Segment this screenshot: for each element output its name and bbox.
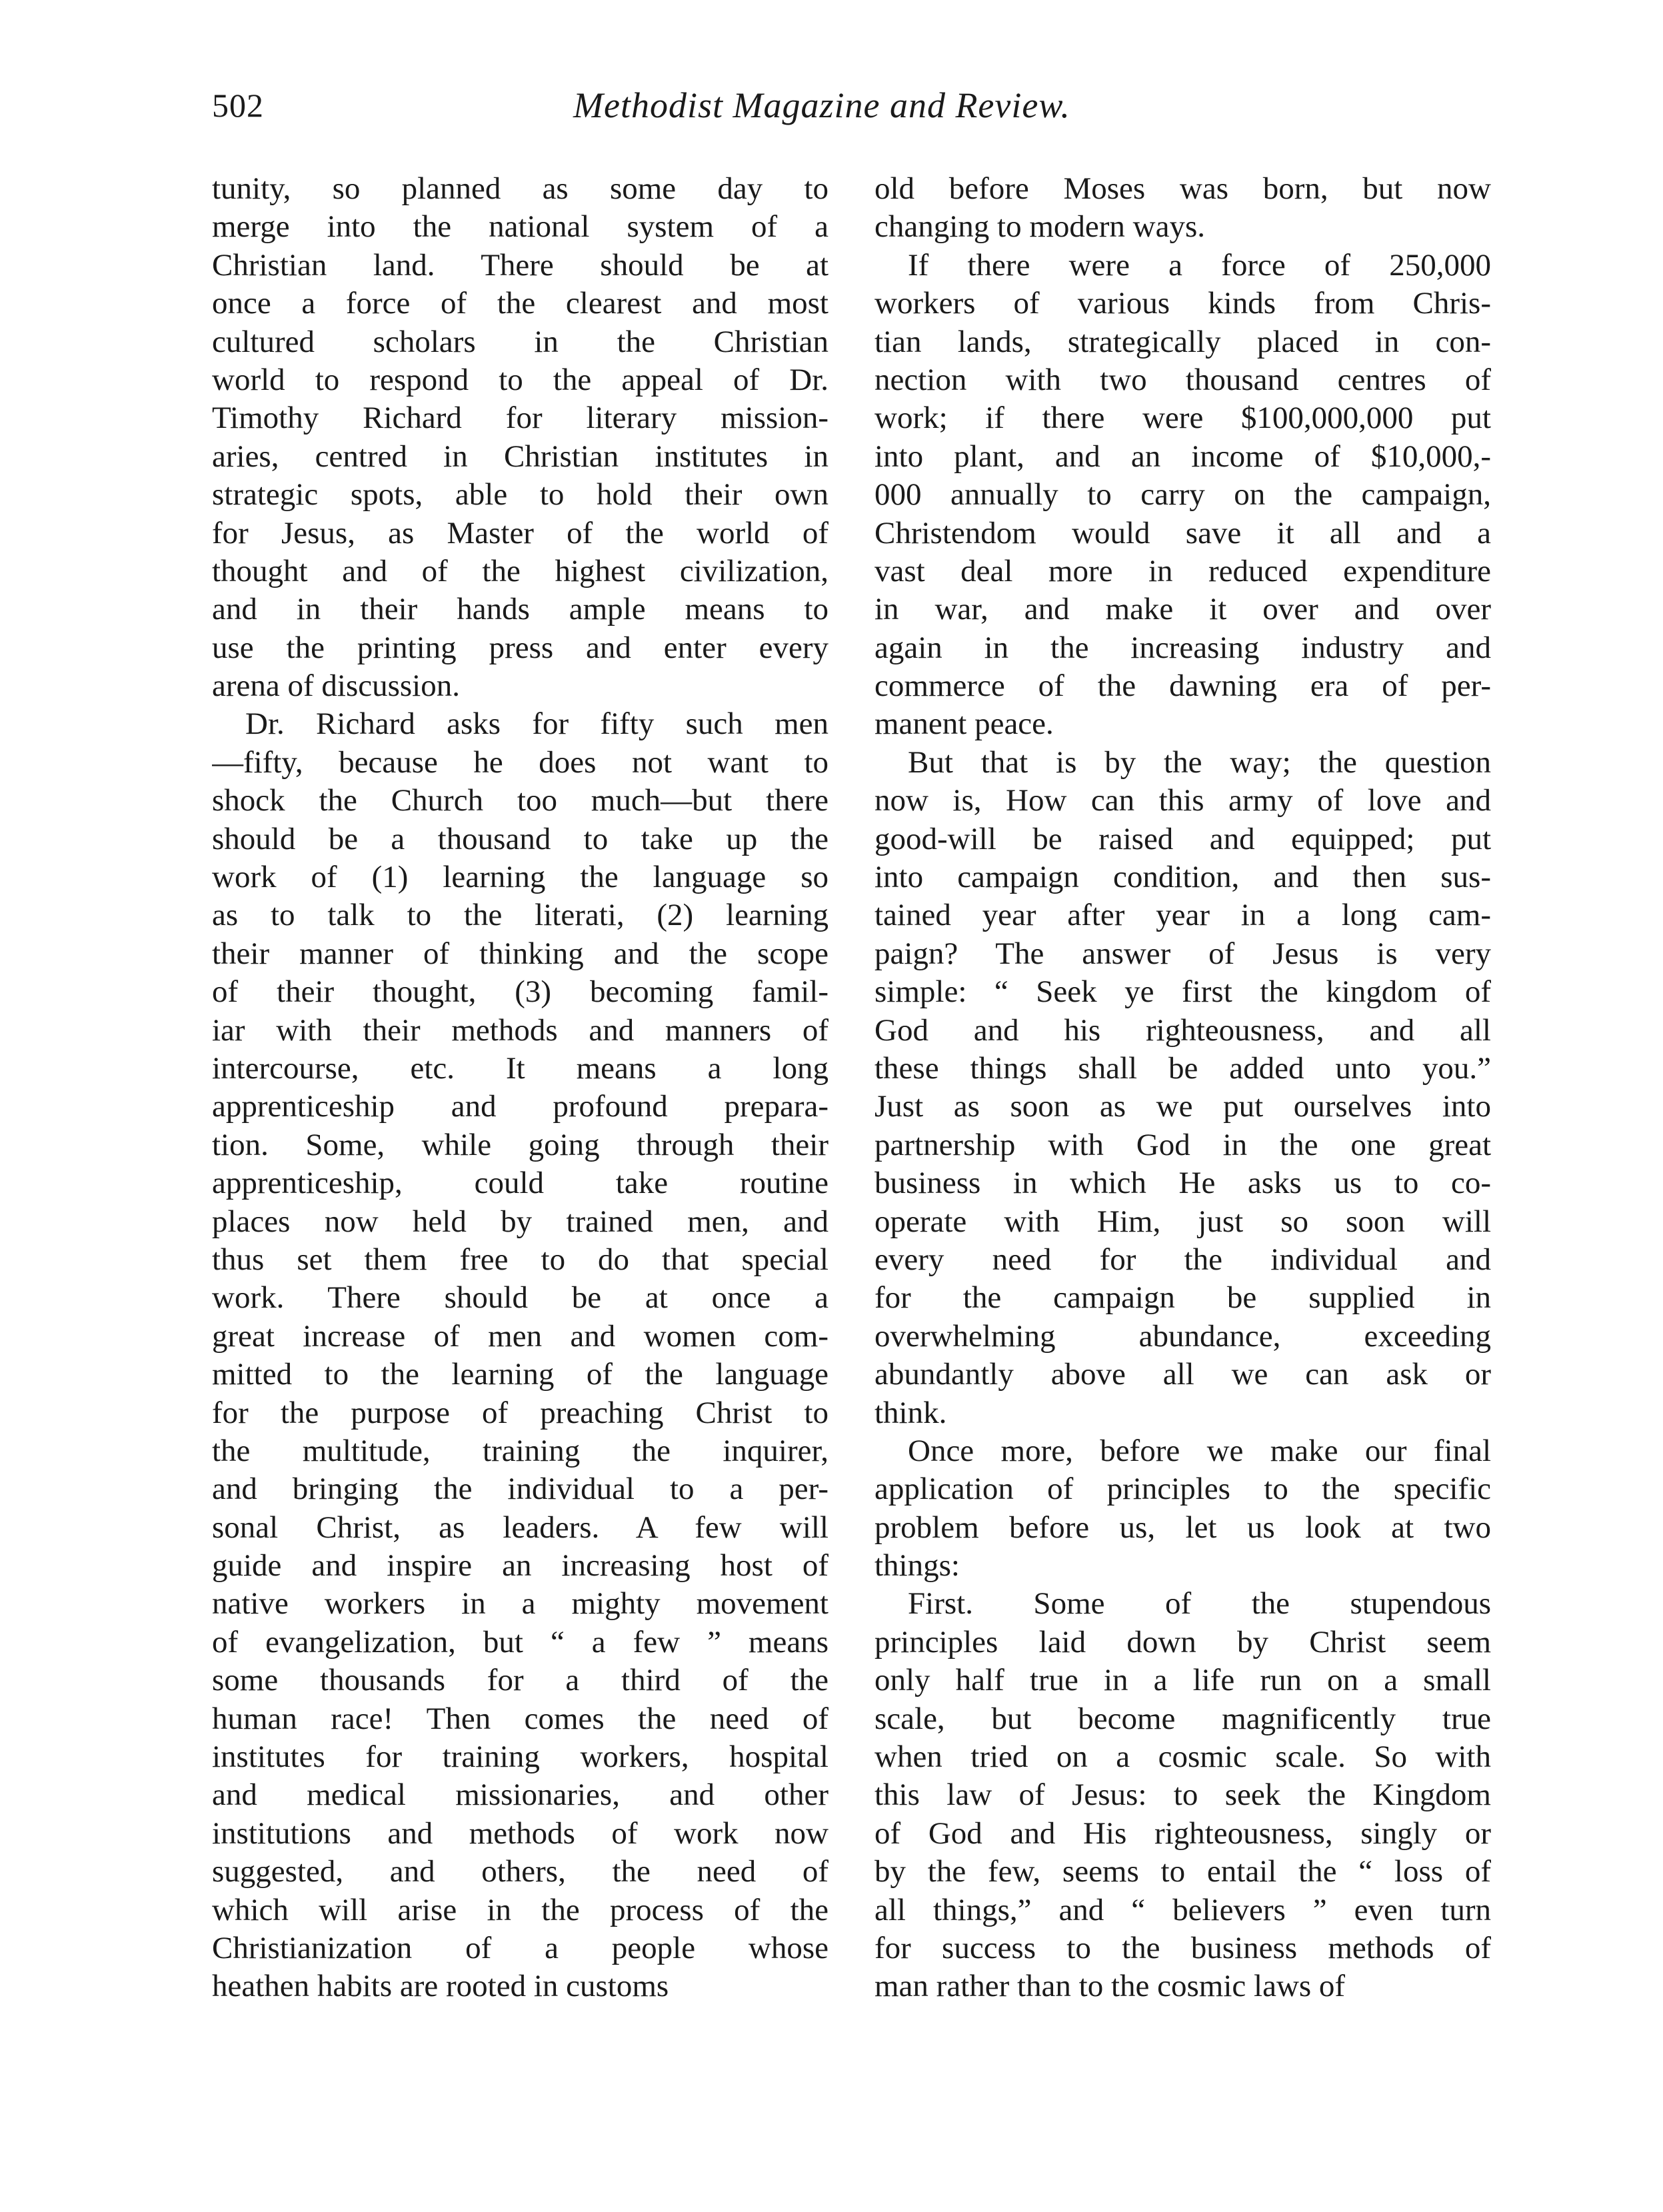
text-line: thought and of the highest civilization, [212,553,829,588]
text-line: when tried on a cosmic scale. So with [874,1739,1491,1775]
text-line: Just as soon as we put ourselves into [874,1089,1491,1124]
text-line: world to respond to the appeal of Dr. [212,362,829,397]
text-line: Christianization of a people whose [212,1930,829,1965]
text-line: arena of discussion. [212,668,460,704]
text-line: and in their hands ample means to [212,592,829,627]
text-line: places now held by trained men, and [212,1204,829,1239]
text-line: overwhelming abundance, exceeding [874,1318,1491,1354]
text-line: abundantly above all we can ask or [874,1357,1491,1392]
text-line: for the purpose of preaching Christ to [212,1395,829,1430]
text-line: Christian land. There should be at [212,247,829,283]
text-line: this law of Jesus: to seek the Kingdom [874,1777,1491,1813]
text-line: into plant, and an income of $10,000,- [874,439,1491,474]
text-line: in war, and make it over and over [874,592,1491,627]
right-column [874,170,1491,2006]
text-line: tion. Some, while going through their [212,1127,829,1162]
text-line: principles laid down by Christ seem [874,1624,1491,1659]
text-line: merge into the national system of a [212,209,829,245]
text-line: of evangelization, but “ a few ” means [212,1624,829,1659]
text-line: old before Moses was born, but now [874,171,1491,206]
text-line: institutes for training workers, hospital [212,1739,829,1775]
text-line: application of principles to the specific [874,1472,1491,1507]
text-line: simple: “ Seek ye first the kingdom of [874,974,1491,1010]
text-line: human race! Then comes the need of [212,1701,829,1736]
text-line: operate with Him, just so soon will [874,1204,1491,1239]
text-line: use the printing press and enter every [212,630,829,665]
left-column [212,170,829,2006]
text-line: some thousands for a third of the [212,1663,829,1698]
text-line: man rather than to the cosmic laws of [874,1969,1346,2004]
text-line: commerce of the dawning era of per- [874,668,1491,704]
text-line: things: [874,1548,960,1584]
text-line: 000 annually to carry on the campaign, [874,477,1491,513]
text-line: tained year after year in a long cam- [874,898,1491,933]
text-line: strategic spots, able to hold their own [212,477,829,513]
text-line: these things shall be added unto you.” [874,1050,1491,1086]
text-line: shock the Church too much—but there [212,783,829,818]
text-line: problem before us, let us look at two [874,1510,1491,1545]
text-line: scale, but become magnificently true [874,1701,1491,1736]
text-line: all things,” and “ believers ” even turn [874,1892,1491,1927]
text-line: changing to modern ways. [874,209,1206,245]
text-line: of their thought, (3) becoming famil- [212,974,829,1010]
text-line: native workers in a mighty movement [212,1586,829,1622]
text-line: only half true in a life run on a small [874,1663,1491,1698]
text-line: Christendom would save it all and a [874,515,1491,551]
text-line: which will arise in the process of the [212,1892,829,1927]
text-line: mitted to the learning of the language [212,1357,829,1392]
text-line: —fifty, because he does not want to [212,744,829,780]
text-line: of God and His righteousness, singly or [874,1815,1491,1851]
text-line: tian lands, strategically placed in con- [874,324,1491,359]
text-line: partnership with God in the one great [874,1127,1491,1162]
text-line: once a force of the clearest and most [212,286,829,321]
text-line: Once more, before we make our final [908,1433,1491,1468]
text-line: work. There should be at once a [212,1280,829,1316]
text-line: the multitude, training the inquirer, [212,1433,829,1468]
text-line: suggested, and others, the need of [212,1854,829,1889]
text-line: guide and inspire an increasing host of [212,1548,829,1584]
text-line: their manner of thinking and the scope [212,936,829,971]
text-line: for the campaign be supplied in [874,1280,1491,1316]
text-line: cultured scholars in the Christian [212,324,829,359]
text-line: for Jesus, as Master of the world of [212,515,829,551]
text-line: good-will be raised and equipped; put [874,821,1491,856]
text-line: and bringing the individual to a per- [212,1472,829,1507]
page-number: 502 [212,87,264,124]
text-line: sonal Christ, as leaders. A few will [212,1510,829,1545]
text-line: First. Some of the stupendous [908,1586,1491,1622]
text-line: paign? The answer of Jesus is very [874,936,1491,971]
text-line: thus set them free to do that special [212,1242,829,1277]
text-line: tunity, so planned as some day to [212,171,829,206]
text-line: business in which He asks us to co- [874,1166,1491,1201]
text-line: work of (1) learning the language so [212,860,829,895]
text-line: and medical missionaries, and other [212,1777,829,1813]
text-line: great increase of men and women com- [212,1318,829,1354]
text-line: manent peace. [874,706,1054,742]
text-line: workers of various kinds from Chris- [874,286,1491,321]
text-line: should be a thousand to take up the [212,821,829,856]
text-line: vast deal more in reduced expenditure [874,553,1491,588]
text-line: work; if there were $100,000,000 put [874,401,1491,436]
text-line: But that is by the way; the question [908,744,1491,780]
running-title: Methodist Magazine and Review. [573,85,1070,125]
text-line: by the few, seems to entail the “ loss of [874,1854,1491,1889]
text-line: into campaign condition, and then sus- [874,860,1491,895]
text-line: intercourse, etc. It means a long [212,1050,829,1086]
text-line: think. [874,1395,947,1430]
text-line: apprenticeship and profound prepara- [212,1089,829,1124]
text-line: now is, How can this army of love and [874,783,1491,818]
text-line: again in the increasing industry and [874,630,1491,665]
text-line: aries, centred in Christian institutes in [212,439,829,474]
text-line: God and his righteousness, and all [874,1012,1491,1048]
text-line: nection with two thousand centres of [874,362,1491,397]
text-line: Dr. Richard asks for fifty such men [245,706,829,742]
text-line: apprenticeship, could take routine [212,1166,829,1201]
text-line: institutions and methods of work now [212,1815,829,1851]
text-line: as to talk to the literati, (2) learning [212,898,829,933]
text-line: Timothy Richard for literary mission- [212,401,829,436]
text-line: for success to the business methods of [874,1930,1491,1965]
text-line: heathen habits are rooted in customs [212,1969,669,2004]
text-line: every need for the individual and [874,1242,1491,1277]
text-line: If there were a force of 250,000 [908,247,1491,283]
text-line: iar with their methods and manners of [212,1012,829,1048]
